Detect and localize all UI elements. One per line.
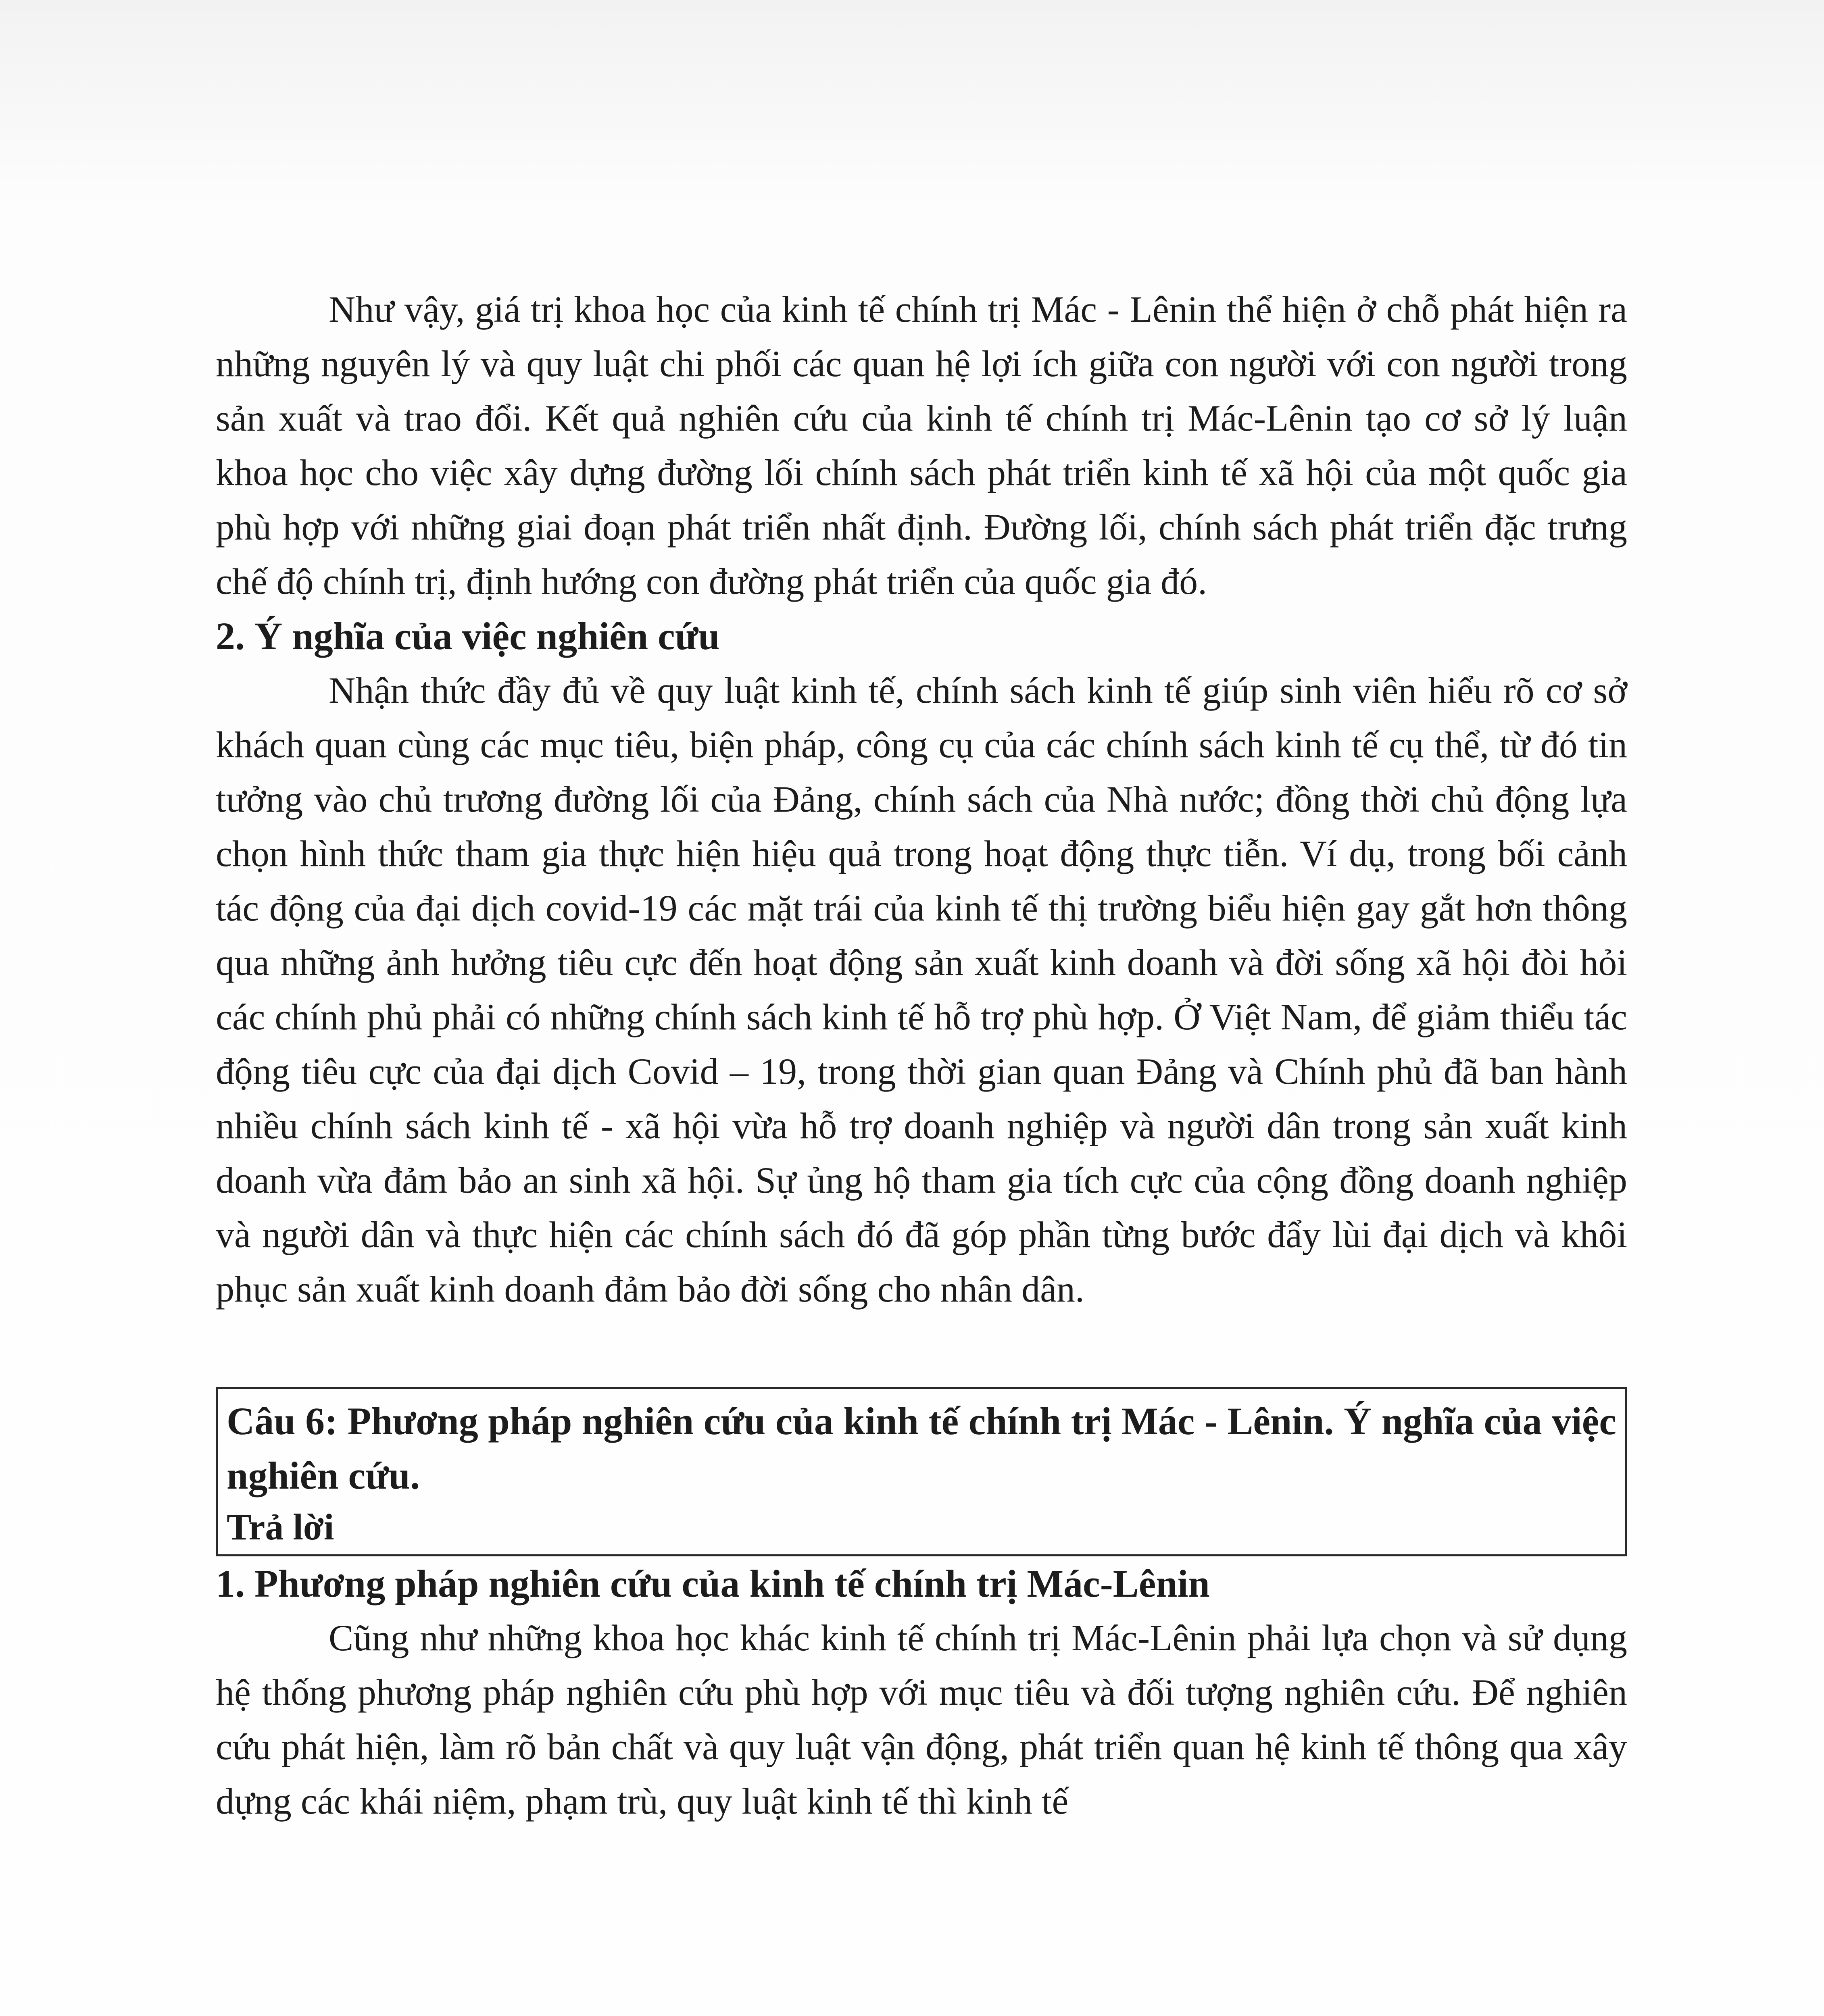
answer-label: Trả lời	[227, 1506, 334, 1547]
question-title: Câu 6: Phương pháp nghiên cứu của kinh tế chính trị Mác - Lênin. Ý nghĩa của việc nghiên cứu.	[227, 1400, 1616, 1497]
heading-significance: 2. Ý nghĩa của việc nghiên cứu	[216, 614, 720, 658]
paragraph-method: Cũng như những khoa học khác kinh tế chính trị Mác-Lênin phải lựa chọn và sử dụng hệ thống phương pháp nghiên cứu phù hợp với mục tiêu và đối tượng nghiên cứu. Để nghiên cứu phát hiện, làm rõ bản chất và quy luật vận động, phát triển quan hệ kinh tế thông qua xây dựng các khái niệm, phạm trù, quy luật kinh tế thì kinh tế	[216, 1617, 1627, 1822]
paragraph-conclusion: Như vậy, giá trị khoa học của kinh tế chính trị Mác - Lênin thể hiện ở chỗ phát hiện ra những nguyên lý và quy luật chi phối các quan hệ lợi ích giữa con người với con người trong sản xuất và trao đổi. Kết quả nghiên cứu của kinh tế chính trị Mác-Lênin tạo cơ sở lý luận khoa học cho việc xây dựng đường lối chính sách phát triển kinh tế xã hội của một quốc gia phù hợp với những giai đoạn phát triển nhất định. Đường lối, chính sách phát triển đặc trưng chế độ chính trị, định hướng con đường phát triển của quốc gia đó.	[216, 289, 1627, 602]
question-box	[216, 1387, 1627, 1556]
document-page	[216, 282, 1627, 1829]
paragraph-significance: Nhận thức đầy đủ về quy luật kinh tế, chính sách kinh tế giúp sinh viên hiểu rõ cơ sở khách quan cùng các mục tiêu, biện pháp, công cụ của các chính sách kinh tế cụ thể, từ đó tin tưởng vào chủ trương đường lối của Đảng, chính sách của Nhà nước; đồng thời chủ động lựa chọn hình thức tham gia thực hiện hiệu quả trong hoạt động thực tiễn. Ví dụ, trong bối cảnh tác động của đại dịch covid-19 các mặt trái của kinh tế thị trường biểu hiện gay gắt hơn thông qua những ảnh hưởng tiêu cực đến hoạt động sản xuất kinh doanh và đời sống xã hội đòi hỏi các chính phủ phải có những chính sách kinh tế hỗ trợ phù hợp. Ở Việt Nam, để giảm thiểu tác động tiêu cực của đại dịch Covid – 19, trong thời gian quan Đảng và Chính phủ đã ban hành nhiều chính sách kinh tế - xã hội vừa hỗ trợ doanh nghiệp và người dân trong sản xuất kinh doanh vừa đảm bảo an sinh xã hội. Sự ủng hộ tham gia tích cực của cộng đồng doanh nghiệp và người dân và thực hiện các chính sách đó đã góp phần từng bước đẩy lùi đại dịch và khôi phục sản xuất kinh doanh đảm bảo đời sống cho nhân dân.	[216, 670, 1627, 1310]
heading-method: 1. Phương pháp nghiên cứu của kinh tế chính trị Mác-Lênin	[216, 1562, 1210, 1605]
